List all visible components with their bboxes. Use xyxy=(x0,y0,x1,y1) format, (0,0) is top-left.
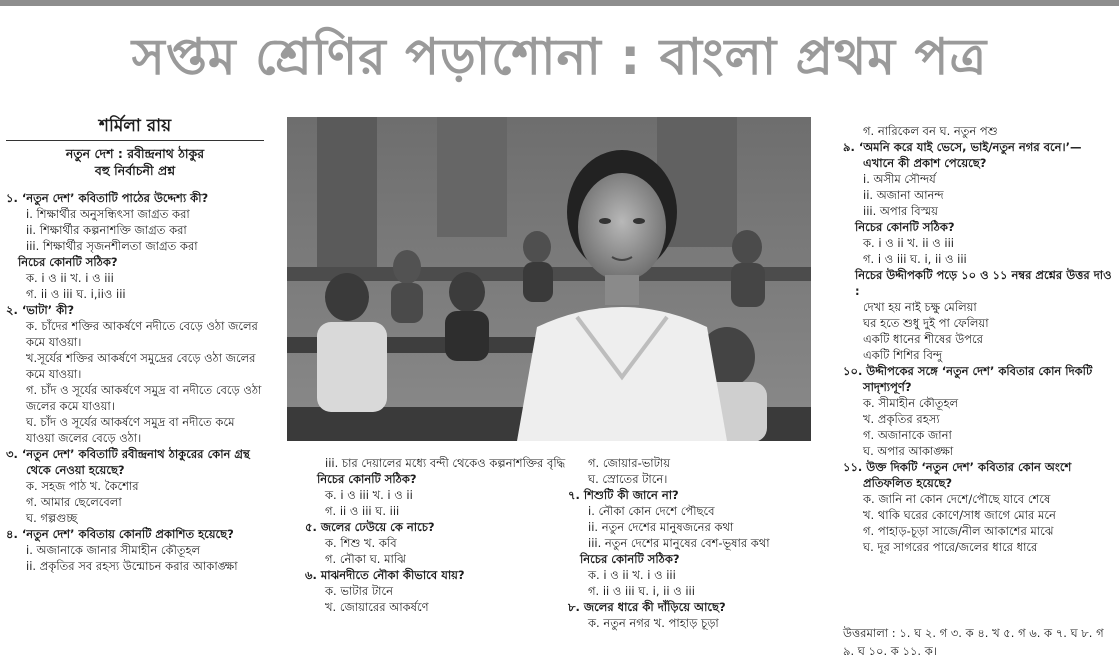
answer-option: গ. নারিকেল বন ঘ. নতুন পশু xyxy=(863,124,998,138)
answer-option: খ. প্রকৃতির রহস্য xyxy=(863,412,940,426)
instruction: নিচের কোনটি সঠিক? xyxy=(580,552,680,566)
answer-option: একটি ধানের শীষের উপরে xyxy=(863,332,984,346)
answer-option: গ. অজানাকে জানা xyxy=(863,428,952,442)
instruction: নিচের উদ্দীপকটি পড়ে ১০ ও ১১ নম্বর প্রশ্নের উত্তর দাও : xyxy=(855,268,1112,298)
answer-option: ক. i ও ii খ. i ও iii xyxy=(26,271,114,285)
answer-option: iii. অপার বিস্ময় xyxy=(863,204,938,218)
top-rule xyxy=(0,0,1119,6)
column-1 xyxy=(6,190,264,574)
instruction: নিচের কোনটি সঠিক? xyxy=(317,472,417,486)
answer-option: ক. i ও ii খ. ii ও iii xyxy=(863,236,954,250)
column-2 xyxy=(305,455,575,615)
question: ৫. জলের ঢেউয়ে কে নাচে? xyxy=(305,520,435,534)
page-banner-title: সপ্তম শ্রেণির পড়াশোনা : বাংলা প্রথম পত্র xyxy=(131,28,988,86)
answer-option: ক. সীমাহীন কৌতূহল xyxy=(863,396,959,410)
instruction: নিচের কোনটি সঠিক? xyxy=(855,220,955,234)
answer-option: i. শিক্ষার্থীর অনুসন্ধিৎসা জাগ্রত করা xyxy=(26,207,190,221)
answer-option: গ. ii ও iii ঘ. i,iiও iii xyxy=(26,287,126,301)
students-photo xyxy=(287,117,811,441)
instruction: নিচের কোনটি সঠিক? xyxy=(18,255,118,269)
answer-option: ক. ভাটার টানে xyxy=(325,584,393,598)
answer-option: একটি শিশির বিন্দু xyxy=(863,348,943,362)
answer-option: খ. জোয়ারের আকর্ষণে xyxy=(325,600,429,614)
answer-option: ক. i ও iii খ. i ও ii xyxy=(325,488,413,502)
answer-option: ক. শিশু খ. কবি xyxy=(325,536,397,550)
answer-option: ক. সহজ পাঠ খ. কৈশোর xyxy=(26,479,139,493)
answer-option: ক. চাঁদের শক্তির আকর্ষণে নদীতে বেড়ে ওঠা জলের কমে যাওয়া। xyxy=(26,319,258,349)
question: ১. ‘নতুন দেশ’ কবিতাটি পাঠের উদ্দেশ্য কী? xyxy=(6,191,209,205)
classroom-image xyxy=(287,117,811,441)
question: ৪. ‘নতুন দেশ’ কবিতায় কোনটি প্রকাশিত হয়েছে? xyxy=(6,527,234,541)
answer-option: i. নৌকা কোন দেশে পৌছবে xyxy=(588,504,715,518)
answer-option: i. অজানাকে জানার সীমাহীন কৌতূহল xyxy=(26,543,201,557)
answer-option: গ. আমার ছেলেবেলা xyxy=(26,495,122,509)
question: ৮. জলের ধারে কী দাঁড়িয়ে আছে? xyxy=(568,600,726,614)
byline-block xyxy=(6,114,264,179)
answer-key: উত্তরমালা : ১. ঘ ২. গ ৩. ক ৪. খ ৫. গ ৬. ক ৭. ঘ ৮. গ ৯. ঘ ১০. ক ১১. ক। xyxy=(843,626,1104,658)
answer-option: iii. নতুন দেশের মানুষের বেশ-ভূষার কথা xyxy=(588,536,770,550)
question: ৩. ‘নতুন দেশ’ কবিতাটি রবীন্দ্রনাথ ঠাকুরের কোন গ্রন্থ থেকে নেওয়া হয়েছে? xyxy=(6,447,250,477)
author-name: শর্মিলা রায় xyxy=(6,114,264,141)
answer-option: ক. নতুন নগর খ. পাহাড় চূড়া xyxy=(588,616,719,630)
answer-option: iii. চার দেয়ালের মধ্যে বন্দী থেকেও কল্পনাশক্তির বৃদ্ধি xyxy=(325,456,566,470)
answer-option: ক. জানি না কোন দেশে/পৌছে যাবে শেষে xyxy=(863,492,1051,506)
answer-option: গ. পাহাড়-চূড়া সাজে/নীল আকাশের মাঝে xyxy=(863,524,1054,538)
answer-option: iii. শিক্ষার্থীর সৃজনশীলতা জাগ্রত করা xyxy=(26,239,198,253)
answer-option: ঘর হতে শুধু দুই পা ফেলিয়া xyxy=(863,316,989,330)
question: ১০. উদ্দীপকের সঙ্গে ‘নতুন দেশ’ কবিতার কোন দিকটি সাদৃশ্যপূর্ণ? xyxy=(843,364,1093,394)
answer-option: ii. নতুন দেশের মানুষজনের কথা xyxy=(588,520,734,534)
answer-option: খ. থাকি ঘরের কোণে/সাধ জাগে মোর মনে xyxy=(863,508,1056,522)
answer-option: ঘ. অপার আকাঙ্ক্ষা xyxy=(863,444,954,458)
question: ৬. মাঝনদীতে নৌকা কীভাবে যায়? xyxy=(305,568,465,582)
answer-option: খ.সূর্যের শক্তির আকর্ষণে সমুদ্রের বেড়ে ওঠা জলের কমে যাওয়া। xyxy=(26,351,256,381)
column-3 xyxy=(568,455,830,631)
answer-option: গ. চাঁদ ও সূর্যের আকর্ষণে সমুদ্র বা নদীতে বেড়ে ওঠা জলের কমে যাওয়া। xyxy=(26,383,262,413)
answer-option: ii. শিক্ষার্থীর কল্পনাশক্তি জাগ্রত করা xyxy=(26,223,187,237)
answer-option: ii. অজানা আনন্দ xyxy=(863,188,944,202)
answer-option: ii. প্রকৃতির সব রহস্য উন্মোচন করার আকাঙ্ক্ষা xyxy=(26,559,238,573)
column-4 xyxy=(843,123,1115,555)
answer-option: ক. i ও ii খ. i ও iii xyxy=(588,568,676,582)
answer-option: গ. i ও iii ঘ. i, ii ও iii xyxy=(863,252,967,266)
answer-option: ঘ. গল্পগুচ্ছ xyxy=(26,511,78,525)
answer-option: i. অসীম সৌন্দর্য xyxy=(863,172,936,186)
answer-option: গ. ii ও iii ঘ. i, ii ও iii xyxy=(588,584,695,598)
answer-option: গ. জোয়ার-ভাটায় xyxy=(588,456,671,470)
answer-option: দেখা হয় নাই চক্ষু মেলিয়া xyxy=(863,300,977,314)
question: ৭. শিশুটি কী জানে না? xyxy=(568,488,679,502)
question: ১১. উক্ত দিকটি ‘নতুন দেশ’ কবিতার কোন অংশে প্রতিফলিত হয়েছে? xyxy=(843,460,1072,490)
answer-option: গ. ii ও iii ঘ. iii xyxy=(325,504,400,518)
answer-option: ঘ. দূর সাগরের পারে/জলের ধারে ধারে xyxy=(863,540,1038,554)
answer-option: ঘ. চাঁদ ও সূর্যের আকর্ষণে সমুদ্র বা নদীতে কমে যাওয়া জলের বেড়ে ওঠা। xyxy=(26,415,235,445)
lesson-title: নতুন দেশ : রবীন্দ্রনাথ ঠাকুর xyxy=(65,146,205,161)
question: ৯. ‘অমনি করে যাই ভেসে, ভাই/নতুন নগর বনে।’— এখানে কী প্রকাশ পেয়েছে? xyxy=(843,140,1082,170)
answer-option: গ. নৌকা ঘ. মাঝি xyxy=(325,552,406,566)
question: ২. ‘ভাটা’ কী? xyxy=(6,303,75,317)
section-title: বহু নির্বাচনী প্রশ্ন xyxy=(94,163,176,178)
answer-option: ঘ. স্রোতের টানে। xyxy=(588,472,668,486)
